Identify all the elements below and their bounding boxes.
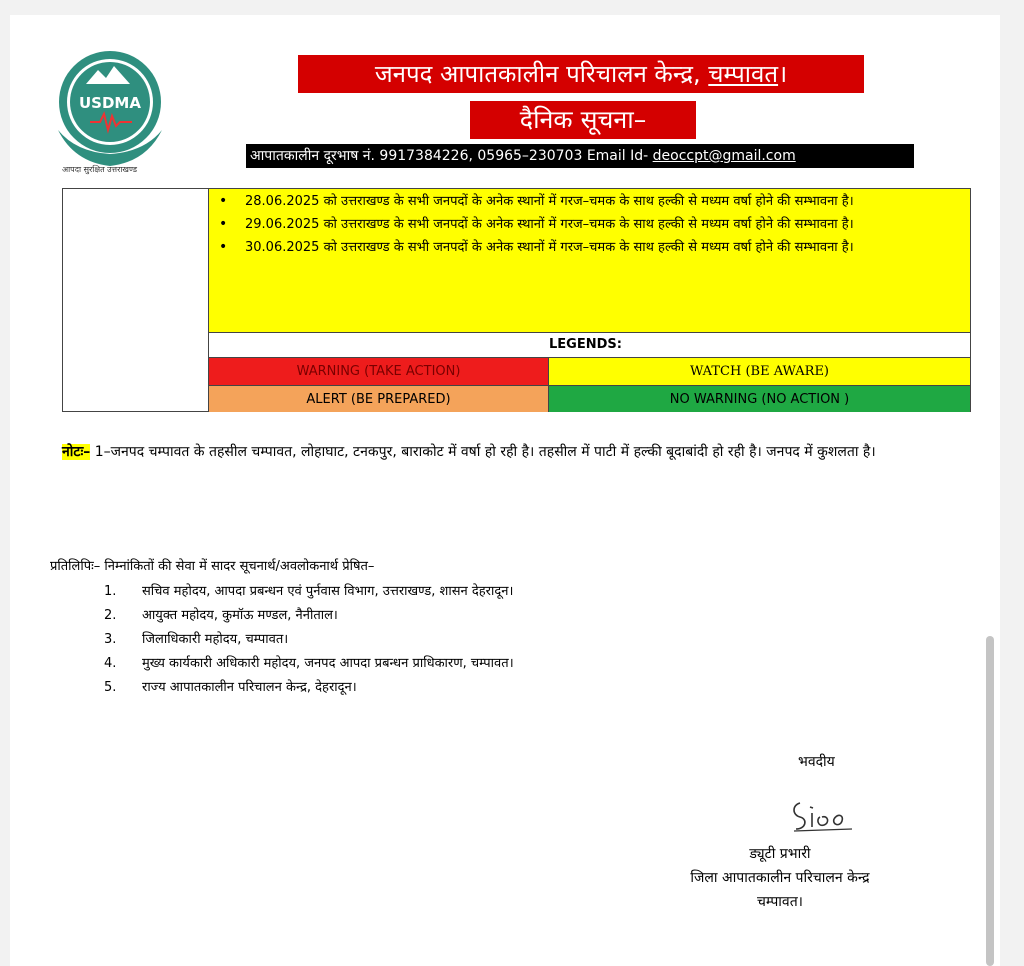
signature-office: जिला आपातकालीन परिचालन केन्द्र: [690, 870, 870, 886]
legends-heading-text: LEGENDS:: [549, 337, 622, 352]
usdma-logo: [52, 50, 172, 176]
forecast-blank-cell: [63, 189, 209, 411]
forecast-table: [62, 188, 971, 412]
copy-to-item: [104, 676, 514, 700]
signature-title: [600, 842, 960, 914]
item-text: राज्य आपातकालीन परिचालन केन्द्र, देहरादून।: [142, 680, 357, 695]
page-subtitle: दैनिक सूचना–: [470, 101, 696, 139]
copy-to-item: [104, 580, 514, 604]
logo-abbr: USDMA: [79, 94, 141, 112]
signature-regards: भवदीय: [798, 754, 835, 770]
copy-to-item: [104, 628, 514, 652]
copy-to-list: [104, 580, 514, 700]
copy-to-item: [104, 604, 514, 628]
title-end: ।: [778, 60, 788, 88]
logo-tagline: आपदा सुरक्षित उत्तराखण्ड: [62, 165, 138, 174]
item-text: मुख्य कार्यकारी अधिकारी महोदय, जनपद आपदा प्रबन्धन प्राधिकारण, चम्पावत।: [142, 656, 514, 671]
signature-place: चम्पावत।: [756, 894, 803, 910]
signature-designation: ड्यूटी प्रभारी: [749, 846, 811, 862]
email-link[interactable]: deoccpt@gmail.com: [652, 148, 796, 164]
item-text: आयुक्त महोदय, कुमॉऊ मण्डल, नैनीताल।: [142, 608, 338, 623]
item-text: जिलाधिकारी महोदय, चम्पावत।: [142, 632, 289, 647]
forecast-item: • 28.06.2025 को उत्तराखण्ड के सभी जनपदों के अनेक स्थानों में गरज–चमक के साथ हल्की से मध्यम वर्षा होने की सम्भावना है।: [245, 192, 948, 211]
legends-heading: [209, 332, 970, 358]
item-number: 3.: [104, 632, 117, 647]
item-number: 4.: [104, 656, 117, 671]
item-text: सचिव महोदय, आपदा प्रबन्धन एवं पुर्नवास विभाग, उत्तराखण्ड, शासन देहरादून।: [142, 584, 514, 599]
note-label: नोटः–: [62, 444, 91, 460]
contact-bar: [246, 144, 914, 168]
forecast-item: • 29.06.2025 को उत्तराखण्ड के सभी जनपदों के अनेक स्थानों में गरज–चमक के साथ हल्की से मध्यम वर्षा होने की सम्भावना है।: [245, 215, 948, 234]
title-place: चम्पावत: [708, 60, 779, 88]
item-number: 2.: [104, 608, 117, 623]
forecast-item: • 30.06.2025 को उत्तराखण्ड के सभी जनपदों के अनेक स्थानों में गरज–चमक के साथ हल्की से मध्यम वर्षा होने की सम्भावना है।: [245, 238, 948, 257]
title-main: जनपद आपातकालीन परिचालन केन्द्र,: [374, 60, 709, 88]
copy-to-item: [104, 652, 514, 676]
note-paragraph: [62, 440, 972, 464]
note-text: 1–जनपद चम्पावत के तहसील चम्पावत, लोहाघाट, टनकपुर, बाराकोट में वर्षा हो रही है। तहसील में पाटी में हल्की बूदाबांदी हो रही है। जनपद में कुशलता है।: [90, 444, 876, 460]
page-title: [298, 55, 864, 96]
scrollbar[interactable]: [986, 636, 994, 966]
legend-warning: WARNING (TAKE ACTION): [209, 358, 548, 385]
legend-watch: WATCH (BE AWARE): [548, 358, 970, 385]
contact-text: आपातकालीन दूरभाष नं. 9917384226, 05965–230703 Email Id-: [250, 148, 653, 164]
item-number: 1.: [104, 584, 117, 599]
legend-no-warning: NO WARNING (NO ACTION ): [548, 385, 970, 412]
legend-alert: ALERT (BE PREPARED): [209, 385, 548, 412]
copy-to-intro: प्रतिलिपिः– निम्नांकितों की सेवा में सादर सूचनार्थ/अवलोकनार्थ प्रेषित–: [50, 559, 375, 574]
forecast-list: [209, 189, 970, 332]
item-number: 5.: [104, 680, 117, 695]
handwritten-signature: [782, 795, 872, 837]
